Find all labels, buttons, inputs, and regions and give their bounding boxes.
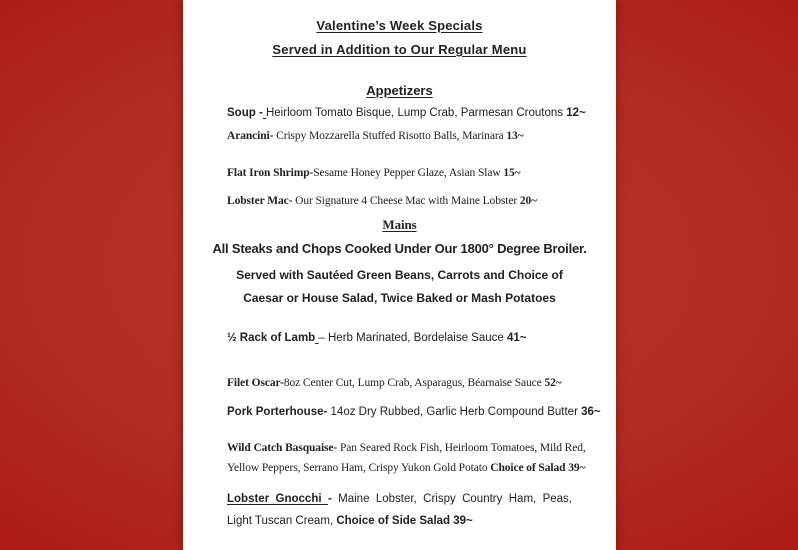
item-desc: Sesame Honey Pepper Glaze, Asian Slaw [313, 167, 504, 179]
item-desc: Pan Seared Rock Fish, Heirloom Tomatoes, Mild Red, Yellow Peppers, Serrano Ham, Crispy Yukon Gold Potato [227, 442, 586, 474]
item-desc: – Herb Marinated, Bordelaise Sauce [318, 332, 507, 344]
item-price: 52~ [544, 377, 562, 389]
broiler-note: All Steaks and Chops Cooked Under Our 1800° Degree Broiler. [212, 241, 587, 256]
item-desc: Heirloom Tomato Bisque, Lump Crab, Parmesan Croutons [265, 107, 567, 119]
menu-item-lobster-mac [227, 193, 572, 210]
item-name: Arancini- [227, 130, 277, 142]
item-price: 36~ [581, 406, 601, 418]
menu-item-rack-of-lamb [227, 330, 572, 347]
item-price: 15~ [503, 167, 521, 179]
item-price: 13~ [506, 130, 524, 142]
item-dash: - [327, 493, 339, 505]
item-desc: 14oz Dry Rubbed, Garlic Herb Compound Butter [330, 406, 582, 418]
item-name: Lobster Gnocchi [227, 493, 322, 505]
menu-item-pork-porterhouse [227, 404, 601, 421]
item-price: 20~ [519, 195, 538, 207]
item-price: Choice of Side Salad 39~ [336, 514, 473, 527]
item-name: ½ Rack of Lamb [227, 332, 316, 344]
menu-title: Valentine’s Week Specials [316, 18, 483, 33]
item-price: 41~ [506, 332, 527, 344]
item-desc: Crispy Mozzarella Stuffed Risotto Balls, Marinara [276, 130, 507, 142]
menu-item-arancini [227, 128, 572, 145]
item-price: Choice of Salad 39~ [490, 461, 586, 474]
menu-item-soup [227, 105, 586, 122]
item-name: Wild Catch Basquaise- [227, 442, 340, 454]
menu-subtitle: Served in Addition to Our Regular Menu [272, 42, 527, 57]
item-name: Soup - [227, 107, 263, 119]
item-desc: Maine Lobster, Crispy Country Ham, Peas, Light Tuscan Cream, [227, 493, 573, 527]
menu-page [183, 0, 616, 550]
item-desc: 8oz Center Cut, Lump Crab, Asparagus, Béarnaise Sauce [283, 377, 545, 389]
menu-item-filet-oscar [227, 375, 572, 392]
menu-item-flat-iron-shrimp [227, 165, 572, 182]
menu-item-lobster-gnocchi [227, 489, 572, 532]
section-heading-appetizers: Appetizers [366, 83, 433, 98]
item-name: Lobster Mac- [227, 195, 296, 207]
section-heading-mains: Mains [382, 217, 417, 232]
menu-item-wild-catch-basquaise [227, 439, 598, 478]
item-desc: Our Signature 4 Cheese Mac with Maine Lobster [295, 195, 520, 207]
side-note-1: Served with Sautéed Green Beans, Carrots and Choice of [236, 268, 563, 282]
item-name: Filet Oscar- [227, 377, 284, 389]
side-note-2: Caesar or House Salad, Twice Baked or Mash Potatoes [243, 291, 556, 305]
item-name: Pork Porterhouse- [227, 406, 331, 418]
item-name: Flat Iron Shrimp- [227, 167, 314, 179]
item-price: 12~ [566, 107, 586, 119]
